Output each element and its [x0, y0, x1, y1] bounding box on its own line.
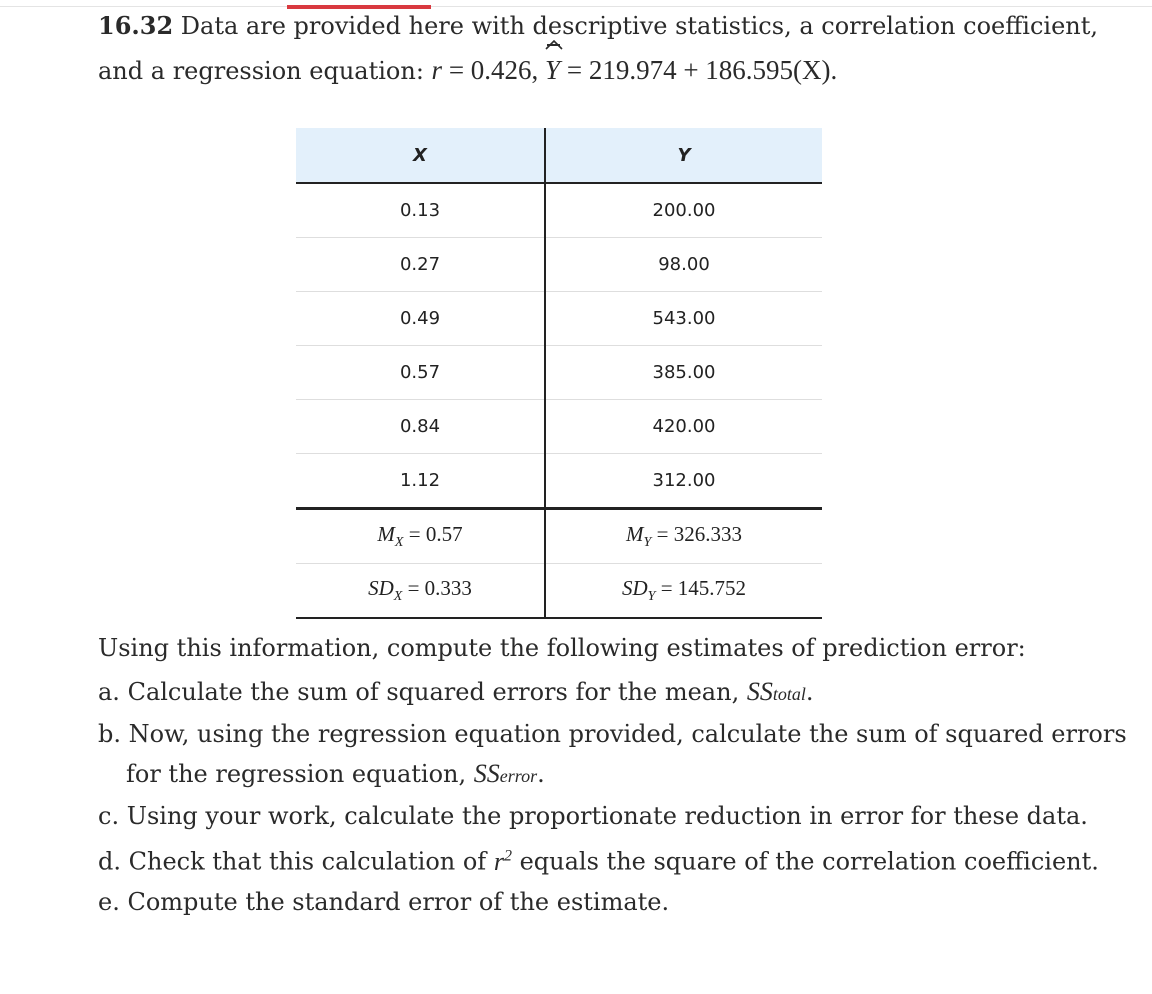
problem-number: 16.32 — [98, 11, 174, 40]
table-row: 0.84 420.00 — [296, 400, 822, 454]
mean-x: 0.57 — [425, 521, 463, 546]
intro-text: Data are provided here with descriptive statistics, a correlation coefficient, and a regression equation: — [98, 12, 1099, 85]
regression-math: r = 0.426, Y = 219.974 + 186.595(X). — [432, 55, 838, 85]
list-item: a. Calculate the sum of squared errors for the mean, SStotal. — [98, 677, 814, 706]
sd-y: 145.752 — [677, 575, 747, 600]
mean-y: 326.333 — [673, 521, 742, 546]
problem-intro — [98, 4, 1138, 93]
yhat-symbol: Y — [545, 48, 560, 92]
sd-row: $SD_X = 0.333$ $SD_Y = 145.752$ — [296, 564, 822, 619]
header-x: X — [296, 128, 545, 183]
sd-x: 0.333 — [424, 575, 472, 600]
table-row: 1.12 312.00 — [296, 454, 822, 509]
list-item: c. Using your work, calculate the proportionate reduction in error for these data. — [98, 802, 1088, 830]
data-table — [296, 128, 822, 619]
table-row: 0.49 543.00 — [296, 292, 822, 346]
header-y: Y — [545, 128, 822, 183]
table-row: 0.27 98.00 — [296, 238, 822, 292]
question-list — [98, 672, 1138, 922]
table-row: 0.13 200.00 — [296, 183, 822, 238]
list-item: b. Now, using the regression equation provided, calculate the sum of squared errors for the regression equation, SSerror. — [98, 720, 1127, 788]
list-item: e. Compute the standard error of the estimate. — [98, 887, 670, 916]
list-item: d. Check that this calculation of $r^2$ equals the square of the correlation coefficient. — [98, 846, 1099, 876]
mean-row: $M_X = 0.57$ $M_Y = 326.333$ — [296, 509, 822, 564]
table-row: 0.57 385.00 — [296, 346, 822, 400]
question-prompt: Using this information, compute the following estimates of prediction error: — [98, 634, 1026, 662]
